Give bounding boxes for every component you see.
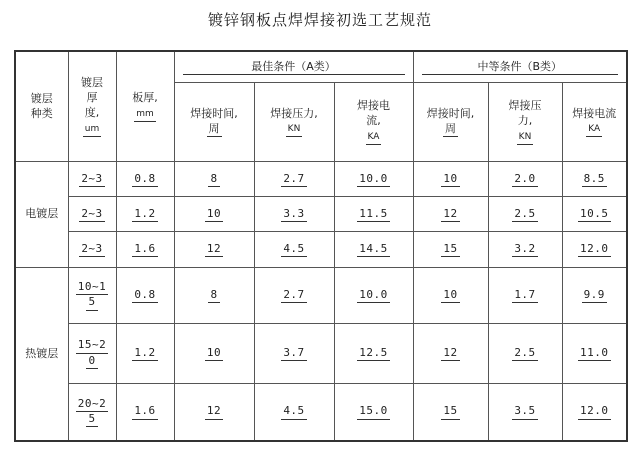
cell-value: 0.8 [132,288,157,303]
cell-b-current [562,197,627,232]
cell-b-time [413,197,488,232]
cell-value: 14.5 [357,242,390,257]
cell-a-time [174,232,254,267]
cell-value: 1.6 [132,242,157,257]
header-a-time [174,82,254,161]
cell-plate-thickness [116,197,174,232]
cell-value: 10~1 [76,280,109,295]
cell-b-pressure [488,267,562,323]
header-b-pressure [488,82,562,161]
cell-b-pressure [488,197,562,232]
header-group-best: 最佳条件（A类） [174,51,413,82]
cell-value [69,295,116,310]
cell-value: 2.7 [281,288,306,303]
cell-a-time [174,267,254,323]
cell-value: 8 [208,288,219,303]
cell-b-pressure [488,162,562,197]
cell-value: 15.0 [357,404,390,419]
cell-value: KN [489,129,562,145]
header-b-time [413,82,488,161]
cell-coating-thickness [68,267,116,323]
table-row [15,323,627,383]
cell-a-pressure [254,323,334,383]
cell-value: 3.3 [281,207,306,222]
cell-plate-thickness [116,323,174,383]
cell-value: 8 [208,172,219,187]
cell-value: 2~3 [79,172,104,187]
cell-a-pressure [254,232,334,267]
cell-b-current [562,323,627,383]
cell-value [69,354,116,369]
cell-value: mm [117,106,174,122]
cell-a-time [174,384,254,441]
cell-a-current [334,232,413,267]
table-row [15,232,627,267]
cell-coating-thickness [68,323,116,383]
cell-value: 板厚, [132,91,158,105]
cell-b-time [413,267,488,323]
cell-a-pressure [254,197,334,232]
cell-value: 焊接压力, [270,106,318,120]
welding-spec-table [14,50,628,442]
cell-value: 12.0 [578,404,611,419]
cell-value [69,397,116,412]
cell-value: 1.2 [132,346,157,361]
cell-value [69,338,116,353]
cell-value: 镀层 [81,76,103,90]
cell-value: 2.5 [512,346,537,361]
cell-value: 1.2 [132,207,157,222]
cell-b-current [562,267,627,323]
cell-value: 10 [441,172,459,187]
cell-value: 4.5 [281,242,306,257]
cell-plate-thickness [116,267,174,323]
cell-b-time [413,232,488,267]
cell-a-pressure [254,384,334,441]
cell-value: 12 [441,346,459,361]
cell-a-time [174,197,254,232]
cell-value: 度, [84,106,100,120]
group-label-hot-dip: 热镀层 [15,267,68,441]
table-row [15,384,627,441]
cell-value: 12 [205,242,223,257]
cell-value: 镀层 [30,91,53,105]
cell-value: 周 [175,122,254,137]
cell-value: KA [563,121,627,137]
cell-value: 3.2 [512,242,537,257]
header-plate-thickness [116,51,174,162]
cell-plate-thickness [116,232,174,267]
cell-a-time [174,162,254,197]
cell-value: 0 [86,354,97,369]
cell-value: 15 [441,404,459,419]
cell-value: 2.0 [512,172,537,187]
cell-value: 10.0 [357,288,390,303]
cell-value: 焊接时间, [426,106,475,120]
cell-value: 9.9 [582,288,607,303]
header-a-current [334,82,413,161]
cell-value: KN [255,121,334,137]
cell-value: 10.0 [357,172,390,187]
header-a-pressure [254,82,334,161]
cell-value: 2~3 [79,207,104,222]
cell-value: 2~3 [79,242,104,257]
cell-value: 2.7 [281,172,306,187]
cell-a-current [334,267,413,323]
cell-value: 焊接电 [357,99,390,113]
cell-value: 15~2 [76,338,109,353]
cell-value: 12.0 [578,242,611,257]
cell-b-time [413,384,488,441]
cell-a-current [334,162,413,197]
cell-value: 焊接电流 [572,106,617,120]
cell-a-pressure [254,162,334,197]
table-row [15,267,627,323]
cell-b-pressure [488,323,562,383]
cell-coating-thickness [68,197,116,232]
cell-value: um [69,121,116,137]
cell-b-time [413,162,488,197]
cell-value: 10.5 [578,207,611,222]
cell-value: 15 [441,242,459,257]
cell-value: 1.7 [512,288,537,303]
cell-value: 种类 [30,106,53,120]
cell-value: 厚 [86,91,98,105]
cell-value: 力, [517,114,533,128]
cell-a-current [334,384,413,441]
table-row [15,162,627,197]
cell-value: 20~2 [76,397,109,412]
cell-value: 12.5 [357,346,390,361]
cell-value: 5 [86,295,97,310]
cell-plate-thickness [116,162,174,197]
cell-b-pressure [488,232,562,267]
header-group-medium: 中等条件（B类） [413,51,627,82]
cell-coating-thickness [68,384,116,441]
cell-value: 3.5 [512,404,537,419]
cell-a-current [334,197,413,232]
cell-value: 0.8 [132,172,157,187]
cell-a-pressure [254,267,334,323]
cell-value: 12 [441,207,459,222]
cell-value: 11.5 [357,207,390,222]
cell-b-time [413,323,488,383]
cell-value: 10 [441,288,459,303]
cell-value: KA [335,129,413,145]
table-row [15,197,627,232]
header-b-current [562,82,627,161]
cell-b-current [562,162,627,197]
cell-value: 流, [366,114,381,128]
cell-value: 10 [205,346,223,361]
cell-b-current [562,232,627,267]
cell-value: 焊接压 [508,99,542,113]
cell-b-pressure [488,384,562,441]
cell-value: 4.5 [281,404,306,419]
header-coating-type [15,51,68,162]
cell-value [69,412,116,427]
cell-value: 10 [205,207,223,222]
cell-value: 2.5 [512,207,537,222]
cell-value: 8.5 [582,172,607,187]
cell-plate-thickness [116,384,174,441]
header-row-group [15,51,627,82]
cell-coating-thickness [68,232,116,267]
cell-value: 5 [86,412,97,427]
group-label-electro: 电镀层 [15,162,68,268]
cell-value: 1.6 [132,404,157,419]
document-title: 镀锌钢板点焊焊接初选工艺规范 [207,11,432,29]
cell-b-current [562,384,627,441]
cell-value: 12 [205,404,223,419]
cell-a-time [174,323,254,383]
cell-value: 焊接时间, [190,106,238,120]
cell-value: 周 [414,122,488,137]
header-coating-thickness [68,51,116,162]
cell-coating-thickness [68,162,116,197]
cell-value: 3.7 [281,346,306,361]
cell-value [69,280,116,295]
cell-a-current [334,323,413,383]
cell-value: 11.0 [578,346,611,361]
